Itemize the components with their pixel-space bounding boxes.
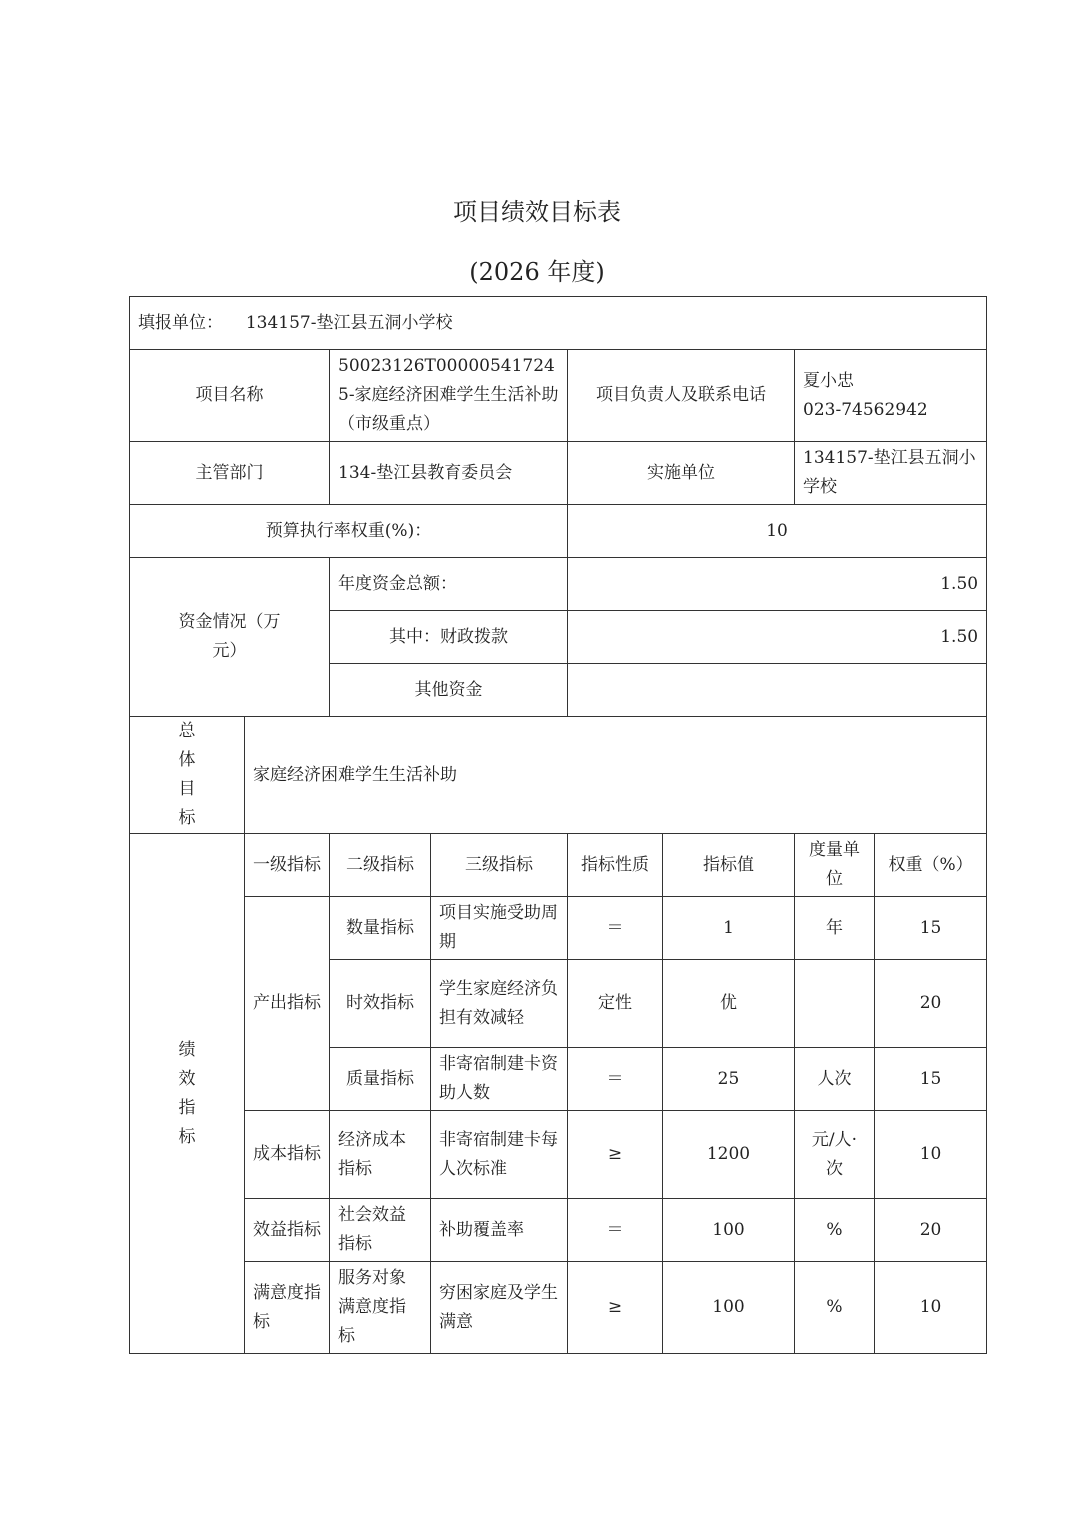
table-row (130, 1111, 987, 1199)
indicator-nature: 定性 (568, 960, 663, 1048)
indicator-weight: 15 (875, 897, 987, 960)
header-l2: 二级指标 (330, 834, 431, 897)
indicator-l3: 学生家庭经济负担有效减轻 (431, 960, 568, 1048)
project-name-value: 50023126T000005417245-家庭经济困难学生生活补助（市级重点） (330, 350, 568, 442)
indicator-unit: 人次 (795, 1048, 875, 1111)
indicator-value: 1 (663, 897, 795, 960)
indicator-l2: 数量指标 (330, 897, 431, 960)
table-row (130, 1199, 987, 1262)
indicator-l1: 效益指标 (245, 1199, 330, 1262)
funds-total-label: 年度资金总额： (330, 558, 568, 611)
header-nature: 指标性质 (568, 834, 663, 897)
indicator-unit: % (795, 1262, 875, 1354)
department-label: 主管部门 (130, 442, 330, 505)
indicator-nature: ＝ (568, 897, 663, 960)
table-row (130, 1262, 987, 1354)
indicator-nature: ≥ (568, 1262, 663, 1354)
budget-weight-label: 预算执行率权重(%)： (130, 505, 568, 558)
indicator-value: 25 (663, 1048, 795, 1111)
funds-other-label: 其他资金 (330, 664, 568, 717)
header-unit: 度量单位 (795, 834, 875, 897)
indicator-unit: % (795, 1199, 875, 1262)
indicator-weight: 10 (875, 1111, 987, 1199)
indicator-l3: 补助覆盖率 (431, 1199, 568, 1262)
indicator-weight: 15 (875, 1048, 987, 1111)
indicator-unit: 元/人·次 (795, 1111, 875, 1199)
header-weight: 权重（%） (875, 834, 987, 897)
header-l3: 三级指标 (431, 834, 568, 897)
implementer-label: 实施单位 (568, 442, 795, 505)
indicator-l1: 成本指标 (245, 1111, 330, 1199)
indicator-nature: ＝ (568, 1199, 663, 1262)
indicator-l2: 社会效益指标 (330, 1199, 431, 1262)
indicators-section-label: 绩效指标 (130, 834, 245, 1354)
indicator-nature: ≥ (568, 1111, 663, 1199)
funds-fiscal-label: 其中：财政拨款 (330, 611, 568, 664)
indicator-unit (795, 960, 875, 1048)
indicator-l3: 非寄宿制建卡资助人数 (431, 1048, 568, 1111)
implementer-value: 134157-垫江县五洞小学校 (795, 442, 987, 505)
overall-goal-value: 家庭经济困难学生生活补助 (245, 717, 987, 834)
reporting-unit-row (130, 297, 987, 350)
indicator-value: 100 (663, 1262, 795, 1354)
indicator-l3: 项目实施受助周期 (431, 897, 568, 960)
department-value: 134-垫江县教育委员会 (330, 442, 568, 505)
indicator-weight: 10 (875, 1262, 987, 1354)
indicator-value: 1200 (663, 1111, 795, 1199)
budget-weight-value: 10 (568, 505, 987, 558)
indicator-nature: ＝ (568, 1048, 663, 1111)
header-value: 指标值 (663, 834, 795, 897)
funds-label: 资金情况（万元） (130, 558, 330, 717)
reporting-unit-label: 填报单位： (138, 312, 223, 333)
project-lead-label: 项目负责人及联系电话 (568, 350, 795, 442)
indicator-l3: 非寄宿制建卡每人次标准 (431, 1111, 568, 1199)
header-l1: 一级指标 (245, 834, 330, 897)
indicator-l1: 满意度指标 (245, 1262, 330, 1354)
indicator-l2: 时效指标 (330, 960, 431, 1048)
indicator-l3: 穷困家庭及学生满意 (431, 1262, 568, 1354)
indicator-value: 优 (663, 960, 795, 1048)
indicator-value: 100 (663, 1199, 795, 1262)
indicator-l2: 经济成本指标 (330, 1111, 431, 1199)
project-name-label: 项目名称 (130, 350, 330, 442)
page-title: 项目绩效目标表 (453, 198, 621, 226)
indicator-unit: 年 (795, 897, 875, 960)
reporting-unit-value: 134157-垫江县五洞小学校 (245, 312, 453, 333)
project-lead-name: 夏小忠 (803, 370, 854, 391)
project-lead-phone: 023-74562942 (803, 399, 928, 420)
indicator-l1: 产出指标 (245, 897, 330, 1111)
funds-other-value (568, 664, 987, 717)
indicator-weight: 20 (875, 960, 987, 1048)
indicator-l2: 服务对象满意度指标 (330, 1262, 431, 1354)
funds-fiscal-value: 1.50 (568, 611, 987, 664)
funds-total-value: 1.50 (568, 558, 987, 611)
performance-table (129, 296, 987, 1354)
overall-goal-label: 总体目标 (130, 717, 245, 834)
indicator-weight: 20 (875, 1199, 987, 1262)
indicator-l2: 质量指标 (330, 1048, 431, 1111)
table-row (130, 897, 987, 960)
page-subtitle: (2026 年度) (469, 258, 605, 286)
project-lead-value (795, 350, 987, 442)
